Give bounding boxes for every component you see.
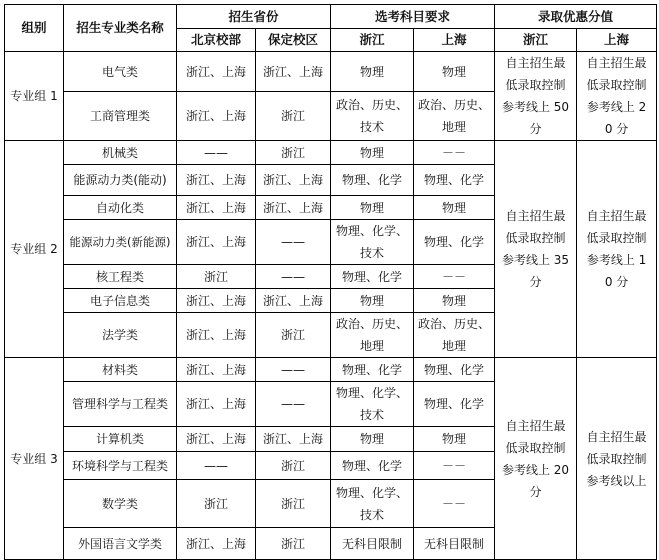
province-beijing: 浙江、上海 xyxy=(177,358,256,382)
subjects-shanghai: 物理、化学 xyxy=(414,358,495,382)
province-baoding: 浙江 xyxy=(256,313,331,358)
province-baoding: 浙江、上海 xyxy=(256,427,331,452)
major-name: 数学类 xyxy=(64,480,177,528)
province-baoding: —— xyxy=(256,220,331,265)
province-baoding: 浙江、上海 xyxy=(256,165,331,196)
province-beijing: 浙江、上海 xyxy=(177,289,256,313)
province-beijing: 浙江、上海 xyxy=(177,52,256,92)
province-beijing: 浙江 xyxy=(177,480,256,528)
major-name: 机械类 xyxy=(64,141,177,165)
subjects-shanghai: 物理 xyxy=(414,52,495,92)
header-group: 组别 xyxy=(5,5,64,52)
province-baoding: —— xyxy=(256,265,331,289)
subjects-zhejiang: 无科目限制 xyxy=(331,528,414,560)
major-name: 核工程类 xyxy=(64,265,177,289)
header-campus-baoding: 保定校区 xyxy=(256,29,331,52)
major-name: 能源动力类(能动) xyxy=(64,165,177,196)
major-name: 电气类 xyxy=(64,52,177,92)
admission-table xyxy=(4,4,657,560)
group-name: 专业组 2 xyxy=(5,141,64,358)
subjects-zhejiang: 物理 xyxy=(331,289,414,313)
subjects-shanghai: －－ xyxy=(414,265,495,289)
province-baoding: 浙江 xyxy=(256,141,331,165)
province-baoding: 浙江 xyxy=(256,528,331,560)
subjects-zhejiang: 政治、历史、技术 xyxy=(331,92,414,141)
major-name: 自动化类 xyxy=(64,196,177,220)
province-beijing: 浙江、上海 xyxy=(177,528,256,560)
subjects-zhejiang: 物理 xyxy=(331,196,414,220)
header-bonus: 录取优惠分值 xyxy=(495,5,657,29)
subjects-shanghai: 无科目限制 xyxy=(414,528,495,560)
bonus-shanghai: 自主招生最低录取控制参考线以上 xyxy=(577,358,657,560)
bonus-zhejiang: 自主招生最低录取控制参考线上 20 分 xyxy=(495,358,577,560)
subjects-zhejiang: 物理 xyxy=(331,427,414,452)
header-subjects: 选考科目要求 xyxy=(331,5,495,29)
major-name: 计算机类 xyxy=(64,427,177,452)
header-campus-beijing: 北京校部 xyxy=(177,29,256,52)
subjects-shanghai: 物理 xyxy=(414,289,495,313)
major-name: 法学类 xyxy=(64,313,177,358)
province-beijing: 浙江、上海 xyxy=(177,313,256,358)
subjects-zhejiang: 物理、化学 xyxy=(331,452,414,480)
bonus-zhejiang: 自主招生最低录取控制参考线上 35 分 xyxy=(495,141,577,358)
province-beijing: 浙江、上海 xyxy=(177,427,256,452)
province-baoding: 浙江、上海 xyxy=(256,289,331,313)
table-row xyxy=(5,52,657,92)
province-baoding: 浙江、上海 xyxy=(256,196,331,220)
province-baoding: 浙江、上海 xyxy=(256,52,331,92)
subjects-shanghai: 物理、化学 xyxy=(414,165,495,196)
subjects-zhejiang: 政治、历史、地理 xyxy=(331,313,414,358)
header-bonus-shanghai: 上海 xyxy=(577,29,657,52)
major-name: 工商管理类 xyxy=(64,92,177,141)
province-baoding: —— xyxy=(256,382,331,427)
subjects-zhejiang: 物理、化学 xyxy=(331,165,414,196)
major-name: 电子信息类 xyxy=(64,289,177,313)
province-beijing: 浙江、上海 xyxy=(177,165,256,196)
province-baoding: 浙江 xyxy=(256,480,331,528)
header-subjects-shanghai: 上海 xyxy=(414,29,495,52)
subjects-shanghai: －－ xyxy=(414,452,495,480)
province-baoding: 浙江 xyxy=(256,92,331,141)
province-beijing: 浙江 xyxy=(177,265,256,289)
table-row xyxy=(5,358,657,382)
province-beijing: 浙江、上海 xyxy=(177,92,256,141)
bonus-zhejiang: 自主招生最低录取控制参考线上 50 分 xyxy=(495,52,577,141)
subjects-zhejiang: 物理、化学、技术 xyxy=(331,220,414,265)
province-beijing: —— xyxy=(177,141,256,165)
header-bonus-zhejiang: 浙江 xyxy=(495,29,577,52)
province-beijing: 浙江、上海 xyxy=(177,220,256,265)
header-subjects-zhejiang: 浙江 xyxy=(331,29,414,52)
subjects-zhejiang: 物理、化学 xyxy=(331,265,414,289)
subjects-shanghai: －－ xyxy=(414,141,495,165)
subjects-shanghai: 物理 xyxy=(414,427,495,452)
subjects-zhejiang: 物理、化学、技术 xyxy=(331,382,414,427)
subjects-shanghai: 物理、化学 xyxy=(414,382,495,427)
subjects-shanghai: 物理、化学 xyxy=(414,220,495,265)
subjects-shanghai: 物理 xyxy=(414,196,495,220)
header-major: 招生专业类名称 xyxy=(64,5,177,52)
table-row xyxy=(5,141,657,165)
subjects-zhejiang: 物理 xyxy=(331,141,414,165)
province-beijing: —— xyxy=(177,452,256,480)
subjects-zhejiang: 物理 xyxy=(331,52,414,92)
header-provinces: 招生省份 xyxy=(177,5,331,29)
subjects-shanghai: 政治、历史、地理 xyxy=(414,92,495,141)
province-beijing: 浙江、上海 xyxy=(177,382,256,427)
major-name: 能源动力类(新能源) xyxy=(64,220,177,265)
subjects-zhejiang: 物理、化学 xyxy=(331,358,414,382)
subjects-shanghai: －－ xyxy=(414,480,495,528)
major-name: 材料类 xyxy=(64,358,177,382)
subjects-zhejiang: 物理、化学、技术 xyxy=(331,480,414,528)
major-name: 外国语言文学类 xyxy=(64,528,177,560)
province-beijing: 浙江、上海 xyxy=(177,196,256,220)
province-baoding: 浙江 xyxy=(256,452,331,480)
bonus-shanghai: 自主招生最低录取控制参考线上 10 分 xyxy=(577,141,657,358)
subjects-shanghai: 政治、历史、地理 xyxy=(414,313,495,358)
group-name: 专业组 1 xyxy=(5,52,64,141)
major-name: 环境科学与工程类 xyxy=(64,452,177,480)
province-baoding: —— xyxy=(256,358,331,382)
major-name: 管理科学与工程类 xyxy=(64,382,177,427)
group-name: 专业组 3 xyxy=(5,358,64,560)
bonus-shanghai: 自主招生最低录取控制参考线上 20 分 xyxy=(577,52,657,141)
